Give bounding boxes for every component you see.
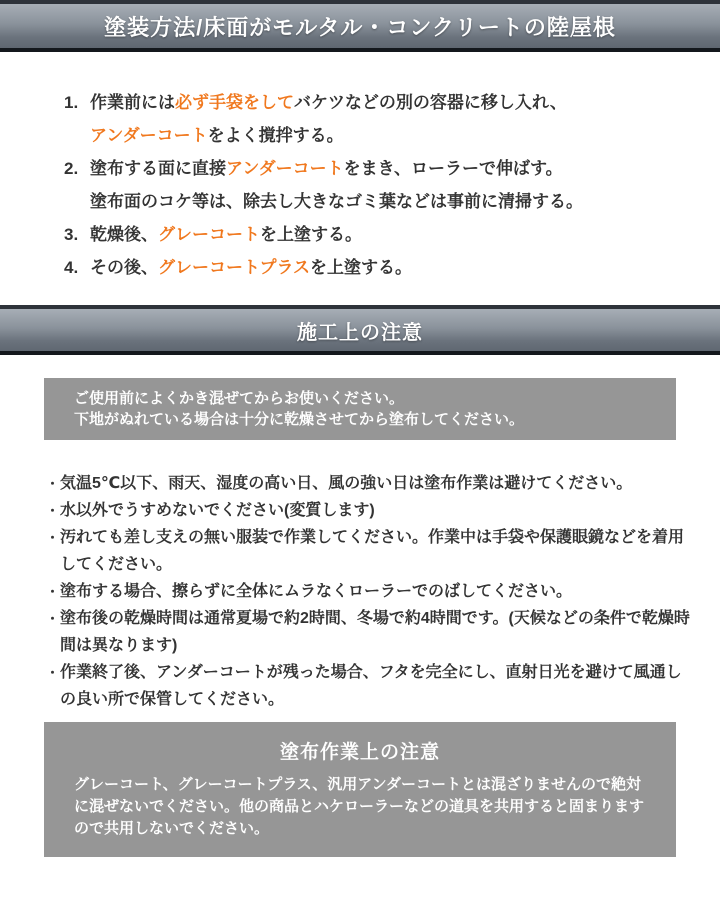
bullet-marker: ・ xyxy=(46,530,60,545)
step-text-segment: 塗布する面に直接 xyxy=(90,159,226,178)
step-text-highlight: アンダーコート xyxy=(90,126,208,145)
list-item xyxy=(46,524,694,578)
bullet-marker: ・ xyxy=(46,503,60,518)
list-item xyxy=(46,497,694,524)
list-item xyxy=(64,152,690,218)
step-line xyxy=(90,86,690,119)
usage-notice-box xyxy=(44,378,676,440)
step-text xyxy=(90,86,690,152)
section-header-painting-method-title: 塗装方法/床面がモルタル・コンクリートの陸屋根 xyxy=(104,14,616,40)
step-text-segment: をまき、ローラーで伸ばす。 xyxy=(343,159,563,178)
list-item xyxy=(46,470,694,497)
step-text-segment: をよく撹拌する。 xyxy=(207,126,344,145)
caution-text: 塗布後の乾燥時間は通常夏場で約2時間、冬場で約4時間です。(天候などの条件で乾燥時間は異なります) xyxy=(60,610,690,654)
application-work-notice-box xyxy=(44,722,676,857)
application-work-notice-title: 塗布作業上の注意 xyxy=(279,742,440,763)
step-number: 4. xyxy=(64,258,79,277)
caution-text: 汚れても差し支えの無い服装で作業してください。作業中は手袋や保護眼鏡などを着用してください。 xyxy=(60,529,685,573)
step-text-segment: を上塗する。 xyxy=(260,225,362,244)
bullet-marker: ・ xyxy=(46,611,60,626)
painting-steps-list xyxy=(64,86,690,284)
step-text-highlight: 必ず手袋をして xyxy=(175,93,294,112)
step-text-highlight: グレーコートプラス xyxy=(158,258,310,277)
cautions-list xyxy=(46,470,694,713)
step-number: 3. xyxy=(64,225,79,244)
bullet-marker: ・ xyxy=(46,665,60,680)
step-text-segment: 乾燥後、 xyxy=(90,225,158,244)
step-text xyxy=(90,152,690,218)
list-item xyxy=(64,251,690,284)
section-header-construction-notes xyxy=(0,305,720,355)
caution-text: 塗布する場合、擦らずに全体にムラなくローラーでのばしてください。 xyxy=(60,583,573,600)
section-header-construction-notes-title: 施工上の注意 xyxy=(297,321,423,344)
section-header-painting-method xyxy=(0,0,720,52)
step-text-segment: その後、 xyxy=(90,258,158,277)
caution-text: 作業終了後、アンダーコートが残った場合、フタを完全にし、直射日光を避けて風通しの良い所で保管してください。 xyxy=(60,664,682,708)
application-work-notice-body: グレーコート、グレーコートプラス、汎用アンダーコートとは混ざりませんので絶対に混ぜないでください。他の商品とハケローラーなどの道具を共用すると固まりますので共用しないでください。 xyxy=(74,776,645,837)
step-number: 1. xyxy=(64,93,79,112)
usage-notice-line: ご使用前によくかき混ぜてからお使いください。 xyxy=(74,390,405,407)
step-line xyxy=(90,185,690,218)
caution-text: 気温5℃以下、雨天、湿度の高い日、風の強い日は塗布作業は避けてください。 xyxy=(60,475,633,492)
list-item xyxy=(46,578,694,605)
step-text xyxy=(90,218,690,251)
step-text-highlight: グレーコート xyxy=(158,225,260,244)
step-line xyxy=(90,251,690,284)
list-item xyxy=(46,605,694,659)
step-text-segment: 作業前には xyxy=(90,93,175,112)
step-text-segment: 塗布面のコケ等は、除去し大きなゴミ葉などは事前に清掃する。 xyxy=(90,192,583,211)
step-text-segment: バケツなどの別の容器に移し入れ、 xyxy=(294,93,567,112)
step-text-highlight: アンダーコート xyxy=(226,159,344,178)
usage-notice-line: 下地がぬれている場合は十分に乾燥させてから塗布してください。 xyxy=(74,411,525,428)
step-line xyxy=(90,218,690,251)
caution-text: 水以外でうすめないでください(変質します) xyxy=(60,502,375,519)
step-line xyxy=(90,119,690,152)
step-text xyxy=(90,251,690,284)
step-number: 2. xyxy=(64,159,79,178)
list-item xyxy=(64,86,690,152)
list-item xyxy=(64,218,690,251)
bullet-marker: ・ xyxy=(46,584,60,599)
step-text-segment: を上塗する。 xyxy=(309,258,412,277)
bullet-marker: ・ xyxy=(46,476,60,491)
list-item xyxy=(46,659,694,713)
step-line xyxy=(90,152,690,185)
